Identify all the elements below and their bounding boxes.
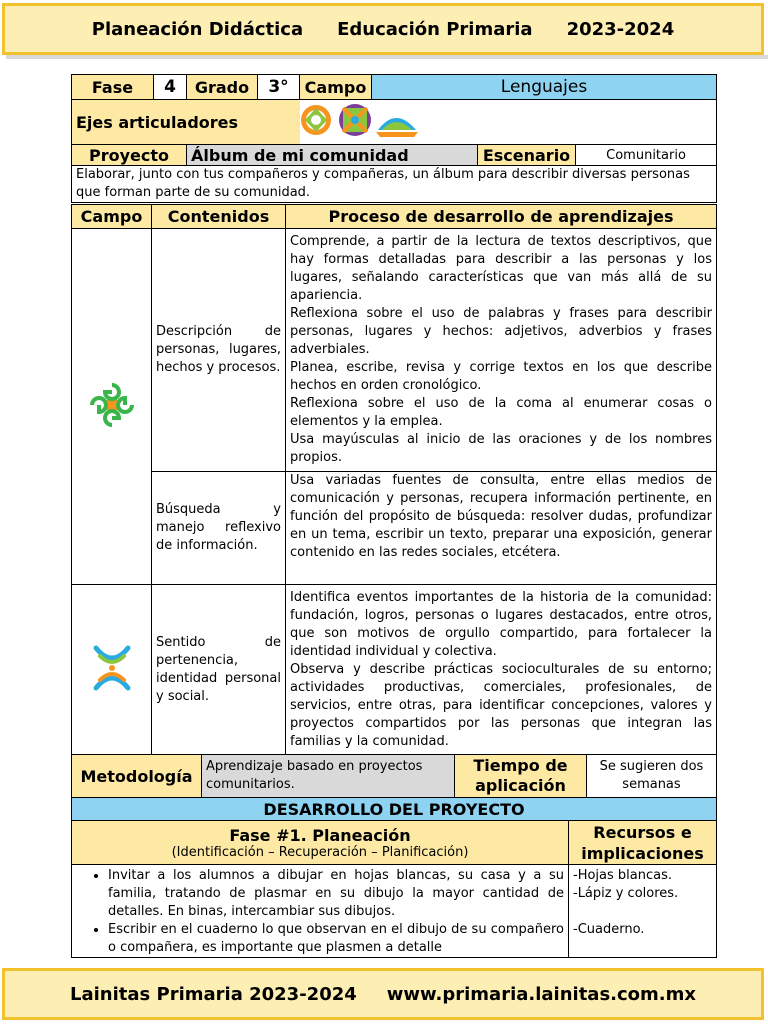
- pda-1-item: Usa mayúsculas al inicio de las oraciones y de los nombres propios.: [290, 432, 712, 465]
- header-title: Planeación Didáctica: [91, 18, 304, 40]
- pda-3: [286, 585, 717, 755]
- contenido-3: Sentido de pertenencia, identidad personal y social.: [152, 585, 286, 755]
- campo-cell-2: [72, 585, 152, 755]
- pda-1: [286, 229, 717, 472]
- escenario-label: Escenario: [478, 145, 576, 166]
- footer-banner: [2, 968, 764, 1020]
- col-contenidos: Contenidos: [152, 205, 286, 229]
- desarrollo-title: DESARROLLO DEL PROYECTO: [72, 798, 717, 821]
- pda-2: [286, 472, 717, 585]
- footer-url[interactable]: www.primaria.lainitas.com.mx: [386, 983, 696, 1005]
- header-level: Educación Primaria: [337, 18, 533, 40]
- tiempo-label: Tiempo de aplicación: [455, 755, 587, 798]
- ejes-icons-svg: [300, 100, 440, 140]
- col-campo: Campo: [72, 205, 152, 229]
- grado-value: 3°: [258, 75, 300, 100]
- recurso-item: -Cuaderno.: [573, 922, 645, 937]
- activity-item: • Invitar a los alumnos a dibujar en hojas blancas, su casa y a su familia, tratando de plasmar en su dibujo la mayor cantidad de detalles. En binas, intercambiar sus dibujos.: [108, 867, 564, 921]
- recursos-cell: [569, 865, 717, 958]
- grado-label: Grado: [187, 75, 258, 100]
- fase-planeacion-title: Fase #1. Planeación: [229, 825, 411, 845]
- contents-table: [71, 204, 717, 755]
- escenario-value: Comunitario: [576, 145, 717, 166]
- eje-1-icon: [301, 105, 331, 135]
- campo-label: Campo: [300, 75, 372, 100]
- recurso-item: -Hojas blancas.: [573, 868, 672, 883]
- project-description: Elaborar, junto con tus compañeros y compañeras, un álbum para describir diversas personas que forman parte de su comunidad.: [72, 166, 717, 203]
- proyecto-value: Álbum de mi comunidad: [187, 145, 478, 166]
- activities-list: [76, 867, 564, 957]
- ejes-icons: [300, 100, 717, 145]
- col-proceso: Proceso de desarrollo de aprendizajes: [286, 205, 717, 229]
- contenido-2: Búsqueda y manejo reflexivo de información.: [152, 472, 286, 585]
- activity-item: • Escribir en el cuaderno lo que observan en el dibujo de su compañero o compañera, es importante que plasmen a detalle: [108, 921, 564, 957]
- campo-cell-1: [72, 229, 152, 585]
- tiempo-value: Se sugieren dos semanas: [587, 755, 717, 798]
- campo-lenguajes-icon: [90, 383, 134, 427]
- pda-1-item: Reflexiona sobre el uso de palabras y frases para describir personas, lugares y hechos: adjetivos, adverbios y frases adverbiales.: [290, 306, 712, 357]
- recurso-item: -Lápiz y colores.: [573, 886, 679, 901]
- activities-cell: [72, 865, 569, 958]
- recurso-spacer: [573, 903, 712, 921]
- eje-3-icon: [376, 118, 418, 137]
- header-shadow: [6, 55, 768, 59]
- footer-brand: Lainitas Primaria 2023-2024: [70, 983, 357, 1005]
- campo-value: Lenguajes: [372, 75, 717, 100]
- header-year: 2023-2024: [566, 18, 675, 40]
- header-banner: [2, 3, 764, 55]
- desarrollo-table: [71, 797, 717, 958]
- fase-planeacion-sub: (Identificación – Recuperación – Planificación): [171, 844, 469, 860]
- recursos-label: Recursos e implicaciones: [569, 821, 717, 865]
- pda-2-item: Usa variadas fuentes de consulta, entre ellas medios de comunicación y personas, recupera información pertinente, en función del propósito de búsqueda: resolver dudas, profundizar en un tema, escribir un texto, preparar una exposición, generar contenido en las redes sociales, etcétera.: [290, 473, 712, 560]
- pda-1-item: Comprende, a partir de la lectura de textos descriptivos, que hay formas detalladas para describir a las personas y los lugares, señalando características que van más allá de su apariencia.: [290, 234, 712, 303]
- fase-planeacion: [72, 821, 569, 865]
- proyecto-label: Proyecto: [72, 145, 187, 166]
- contenido-1: Descripción de personas, lugares, hechos y procesos.: [152, 229, 286, 472]
- pda-3-item: Observa y describe prácticas socioculturales de su entorno; actividades productivas, comerciales, profesionales, de servicios, entre otras, para identificar concepciones, valores y proyectos compartidos por las personas que integran las familias y la comunidad.: [290, 661, 712, 749]
- metodologia-value: Aprendizaje basado en proyectos comunitarios.: [202, 755, 455, 798]
- pda-1-item: Reflexiona sobre el uso de la coma al enumerar cosas o elementos y la emplea.: [290, 396, 712, 429]
- eje-2-icon: [339, 104, 371, 136]
- ejes-label: Ejes articuladores: [72, 100, 300, 145]
- campo-comunidad-icon: [90, 644, 134, 692]
- info-table: [71, 74, 717, 203]
- pda-3-item: Identifica eventos importantes de la historia de la comunidad: fundación, logros, personas o lugares destacados, entre otros, que son motivos de orgullo compartido, para fortalecer la identidad individual y colectiva.: [290, 589, 712, 659]
- fase-label: Fase: [72, 75, 154, 100]
- fase-value: 4: [154, 75, 187, 100]
- pda-1-item: Planea, escribe, revisa y corrige textos en los que describe hechos en orden cronológico.: [290, 360, 712, 393]
- metodologia-table: [71, 754, 717, 798]
- metodologia-label: Metodología: [72, 755, 202, 798]
